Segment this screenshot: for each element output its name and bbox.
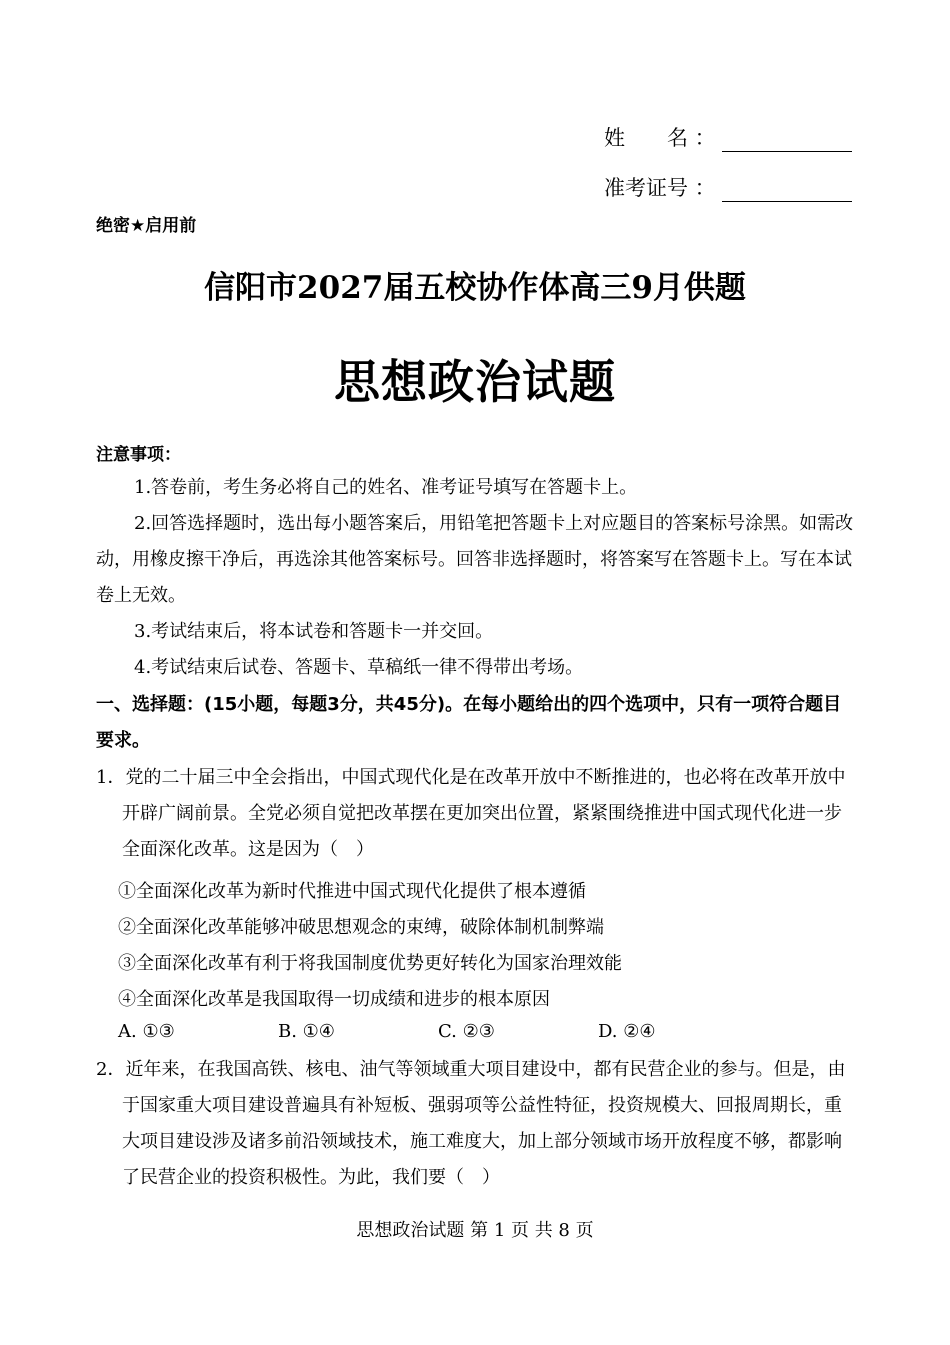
name-field-row (604, 122, 852, 152)
answer-option-c: C. ②③ (438, 1021, 495, 1042)
notice-item-3: 3.考试结束后，将本试卷和答题卡一并交回。 (134, 621, 494, 642)
name-blank-line (722, 129, 852, 152)
notice-heading: 注意事项： (96, 445, 181, 465)
section-heading: 一、选择题：(15小题，每题3分，共45分)。在每小题给出的四个选项中，只有一项符合题目要求。 (96, 694, 842, 751)
answer-option-d: D. ②④ (598, 1021, 656, 1042)
question-1-statement-2: ②全面深化改革能够冲破思想观念的束缚，破除体制机制弊端 (118, 917, 604, 938)
name-label: 姓 名 ： (604, 126, 716, 150)
notice-item-2: 2.回答选择题时，选出每小题答案后，用铅笔把答题卡上对应题目的答案标号涂黑。如需改动，用橡皮擦干净后，再选涂其他答案标号。回答非选择题时，将答案写在答题卡上。写在本试卷上无效。 (96, 513, 854, 606)
id-field-row (604, 172, 852, 202)
subject-title: 思想政治试题 (334, 355, 616, 409)
exam-id-blank-line (722, 179, 852, 202)
question-1-answers (118, 1021, 758, 1042)
question-1-statement-1: ①全面深化改革为新时代推进中国式现代化提供了根本遵循 (118, 881, 586, 902)
secret-mark: 绝密★启用前 (96, 216, 197, 236)
notice-item-4: 4.考试结束后试卷、答题卡、草稿纸一律不得带出考场。 (134, 657, 584, 678)
question-1-stem: 1．党的二十届三中全会指出，中国式现代化是在改革开放中不断推进的，也必将在改革开放中开辟广阔前景。全党必须自觉把改革摆在更加突出位置，紧紧围绕推进中国式现代化进一步全面深化改革。这是因为（ ） (96, 767, 846, 860)
question-2-stem: 2．近年来，在我国高铁、核电、油气等领域重大项目建设中，都有民营企业的参与。但是，由于国家重大项目建设普遍具有补短板、强弱项等公益性特征，投资规模大、回报周期长，重大项目建设涉及诸多前沿领域技术，施工难度大，加上部分领域市场开放程度不够，都影响了民营企业的投资积极性。为此，我们要（ ） (96, 1059, 846, 1188)
answer-option-a: A. ①③ (118, 1021, 175, 1042)
exam-id-label: 准考证号 ： (604, 176, 716, 200)
question-1-statement-3: ③全面深化改革有利于将我国制度优势更好转化为国家治理效能 (118, 953, 622, 974)
exam-title: 信阳市2027届五校协作体高三9月供题 (204, 270, 746, 306)
question-1-statement-4: ④全面深化改革是我国取得一切成绩和进步的根本原因 (118, 989, 550, 1010)
page-footer: 思想政治试题 第 1 页 共 8 页 (356, 1220, 594, 1241)
notice-item-1: 1.答卷前，考生务必将自己的姓名、准考证号填写在答题卡上。 (134, 477, 638, 498)
answer-option-b: B. ①④ (278, 1021, 335, 1042)
